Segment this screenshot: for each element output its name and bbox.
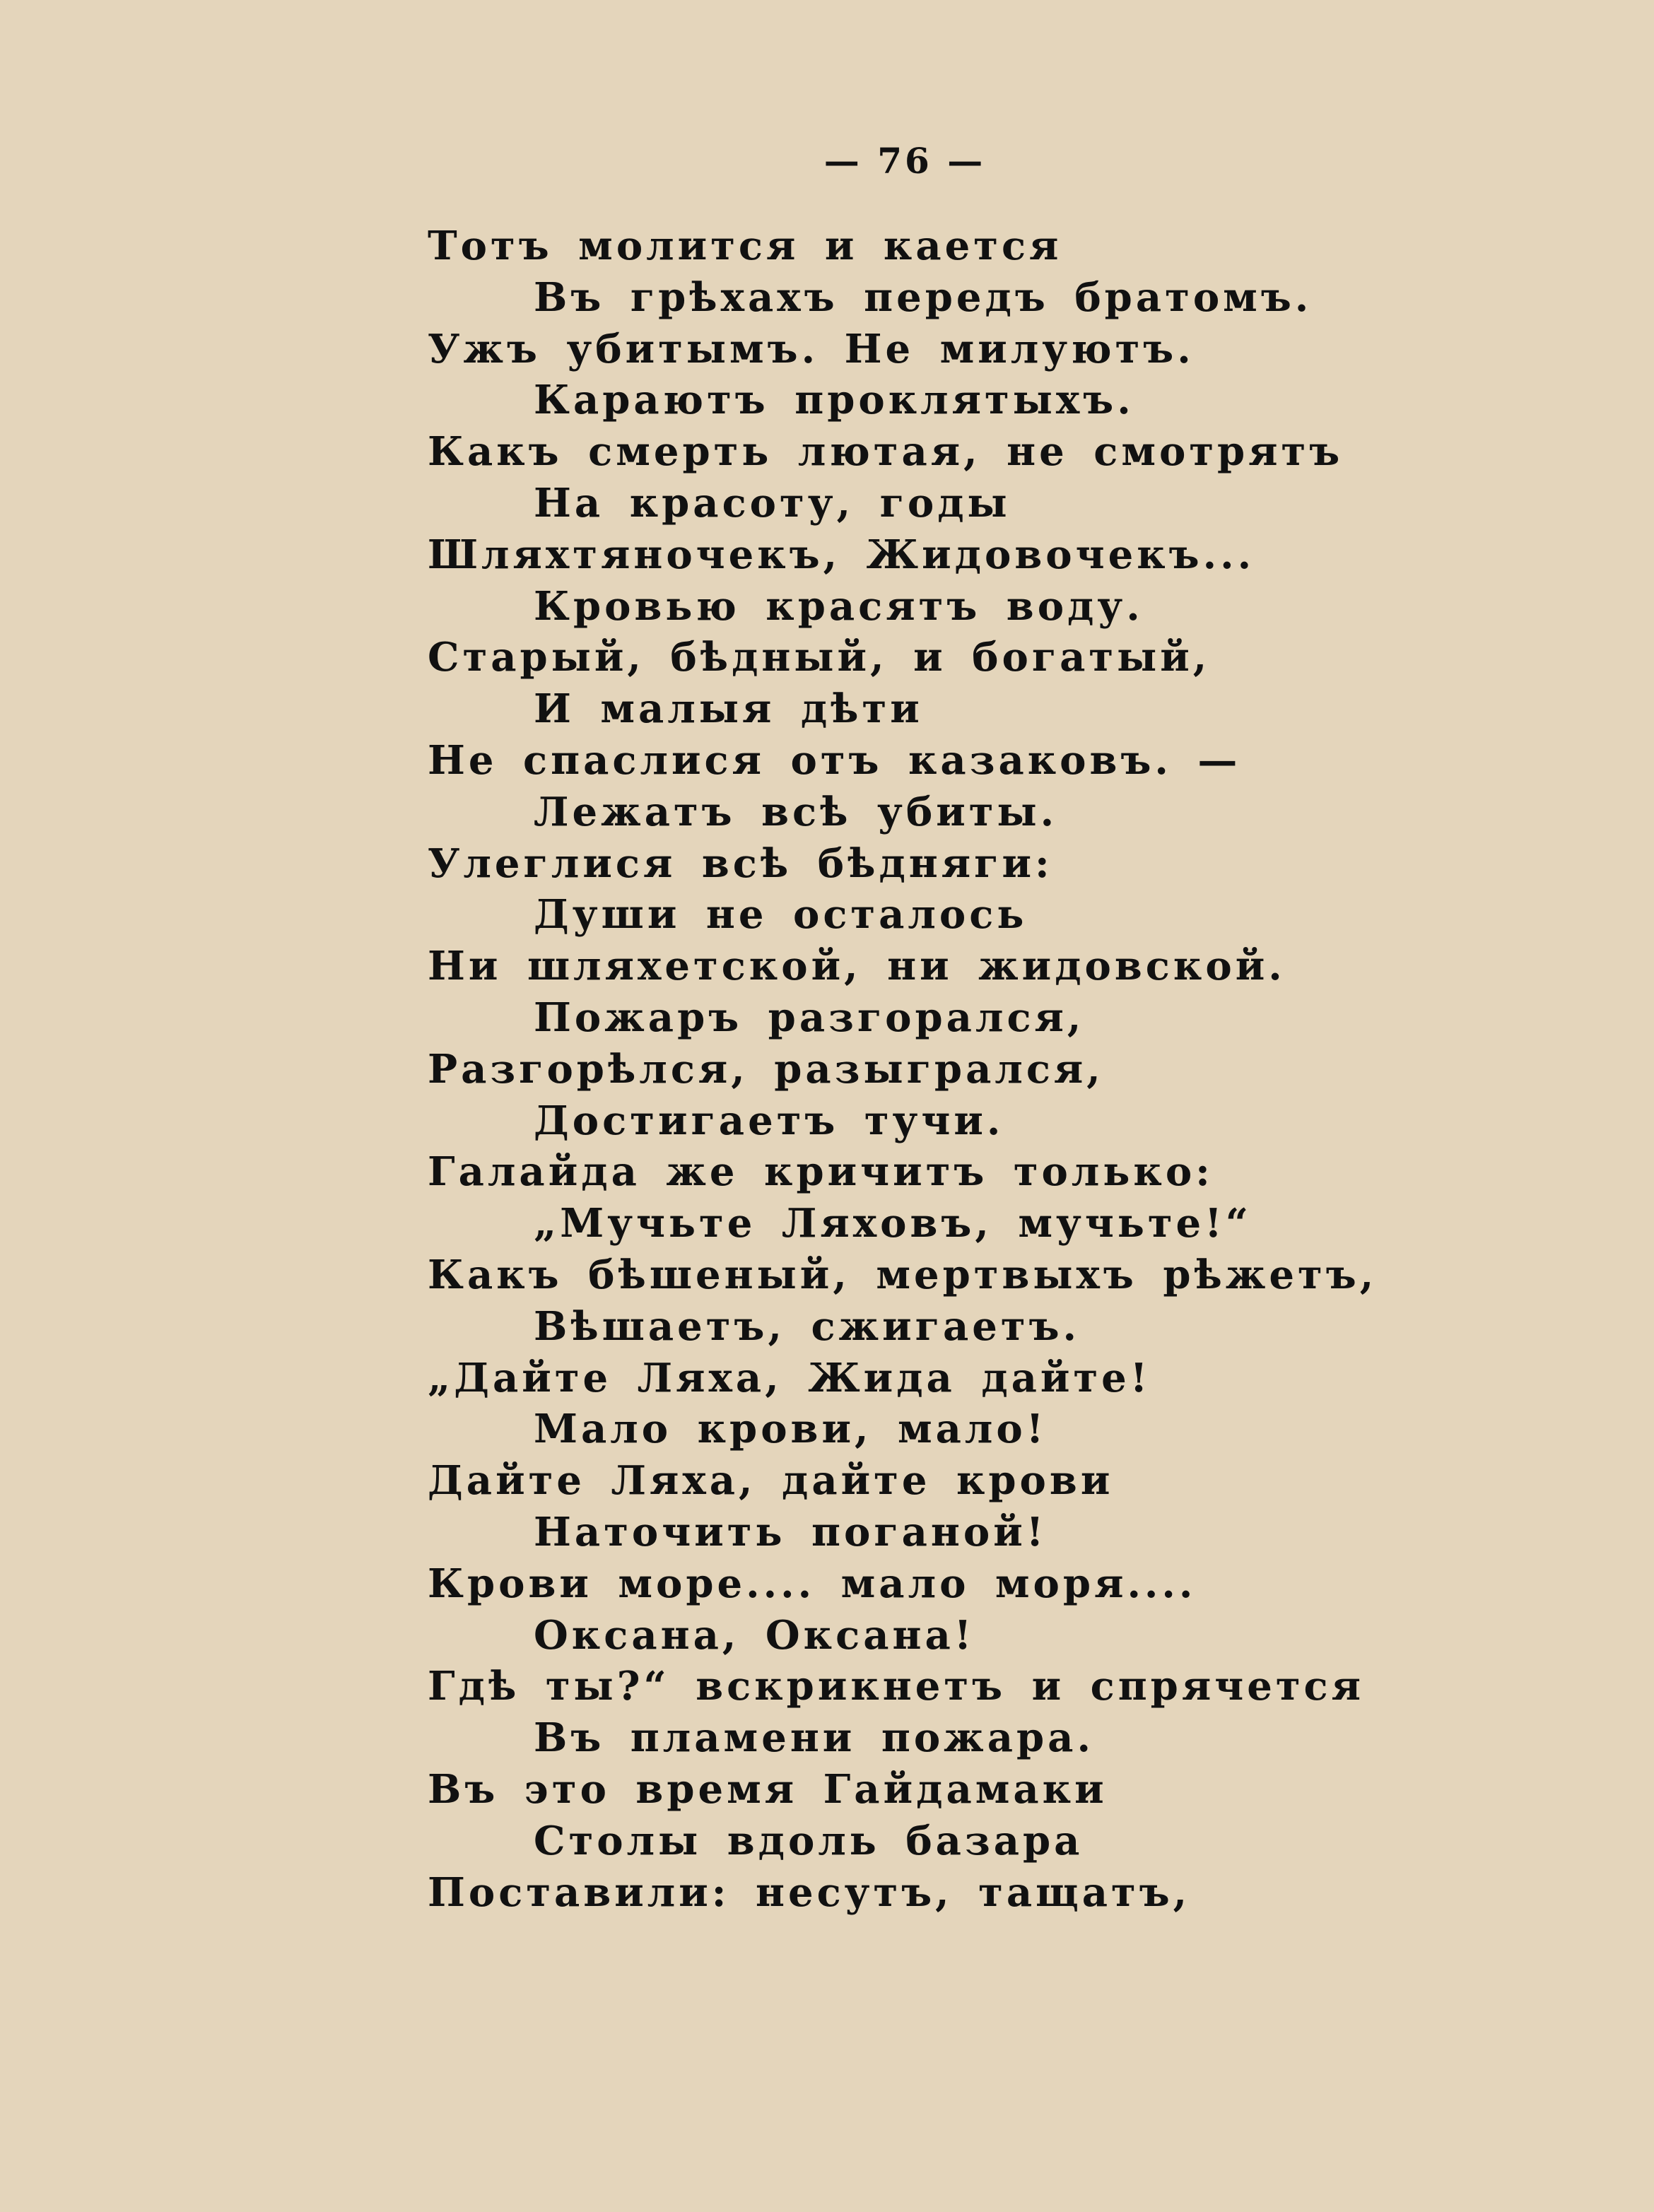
poem-line: Вѣшаетъ, сжигаетъ. (534, 1302, 1081, 1350)
poem-line: Улеглися всѣ бѣдняги: (428, 840, 1053, 887)
poem-line: Столы вдоль базара (534, 1817, 1084, 1864)
poem-line: Какъ бѣшеный, мертвыхъ рѣжетъ, (428, 1251, 1378, 1298)
poem-line: Старый, бѣдный, и богатый, (428, 634, 1211, 681)
poem-line: И малыя дѣти (534, 686, 923, 733)
poem-line: На красоту, годы (534, 479, 1011, 526)
poem-line: Кровью красятъ воду. (534, 582, 1144, 630)
poem-line: Наточить поганой! (534, 1508, 1048, 1555)
poem-line: Какъ смерть лютая, не смотрятъ (428, 428, 1344, 476)
poem-line: Лежатъ всѣ убиты. (534, 788, 1058, 835)
poem-line: Пожаръ разгорался, (534, 994, 1085, 1041)
poem-line: Дайте Ляха, дайте крови (428, 1457, 1114, 1505)
poem-line: Не спаслися отъ казаковъ. — (428, 736, 1241, 784)
poem-line: Разгорѣлся, разыгрался, (428, 1045, 1104, 1093)
poem-line: Гдѣ ты?“ вскрикнетъ и спрячется (428, 1663, 1364, 1710)
poem-line: Въ пламени пожара. (534, 1714, 1094, 1762)
page-number: — 76 — (823, 140, 986, 182)
poem-text (428, 220, 1594, 1918)
poem-line: „Мучьте Ляховъ, мучьте!“ (534, 1200, 1252, 1247)
poem-line: Оксана, Оксана! (534, 1611, 975, 1659)
poem-line: Караютъ проклятыхъ. (534, 377, 1134, 424)
poem-line: Поставили: несутъ, тащатъ, (428, 1869, 1191, 1916)
poem-line: Ни шляхетской, ни жидовской. (428, 943, 1286, 990)
poem-line: Крови море.... мало моря.... (428, 1560, 1197, 1607)
poem-line: Въ грѣхахъ передъ братомъ. (534, 273, 1313, 321)
poem-line: Ужъ убитымъ. Не милуютъ. (428, 325, 1195, 372)
poem-line: Достигаетъ тучи. (534, 1097, 1004, 1144)
poem-line: „Дайте Ляха, Жида дайте! (428, 1354, 1151, 1401)
poem-line: Души не осталось (534, 891, 1028, 939)
poem-line: Галайда же кричитъ только: (428, 1148, 1214, 1196)
poem-line: Мало крови, мало! (534, 1406, 1048, 1453)
poem-line: Шляхтяночекъ, Жидовочекъ... (428, 531, 1255, 578)
poem-line: Тотъ молится и кается (428, 223, 1062, 269)
poem-line: Въ это время Гайдамаки (428, 1765, 1108, 1813)
